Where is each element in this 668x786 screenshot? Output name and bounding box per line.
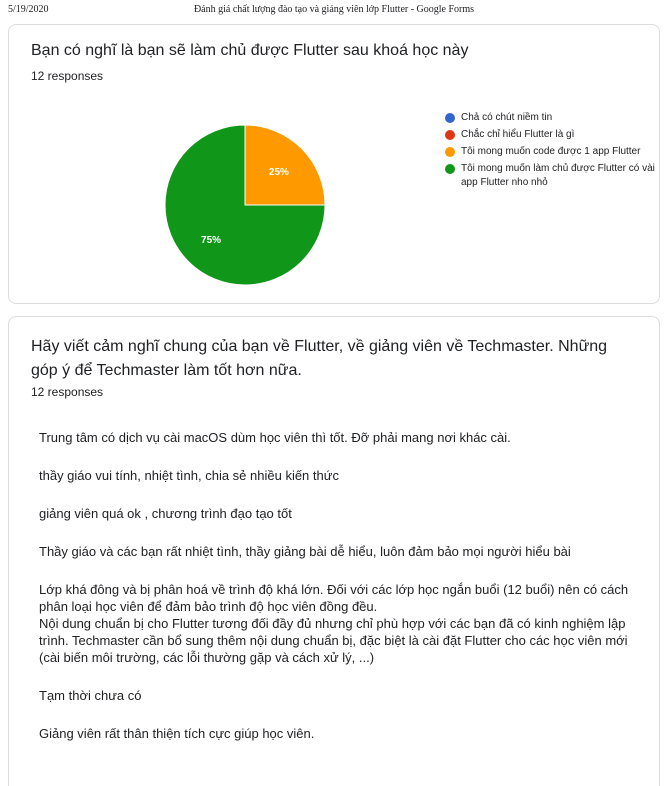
legend-item[interactable] [445, 111, 661, 125]
pie-slice-label: 75% [201, 234, 222, 246]
answer-text: thầy giáo vui tính, nhiệt tình, chia sẻ nhiều kiến thức [39, 468, 339, 483]
answer-text: Tạm thời chưa có [39, 688, 142, 703]
answer-item [39, 505, 639, 522]
answer-text: Nội dung chuẩn bị cho Flutter tương đối đầy đủ nhưng chỉ phù hợp với các bạn đã có kinh nghiệm lập trình. Techmaster cần bổ sung thêm nội dung chuẩn bị, đặc biệt là cài đặt Flutter cho các học viên mới (cài biến môi trường, các lỗi thường gặp và cách xử lý, ...) [39, 616, 628, 665]
question-card-feedback [8, 316, 660, 786]
question-title: Hãy viết cảm nghĩ chung của bạn về Flutter, về giảng viên về Techmaster. Những góp ý để Techmaster làm tốt hơn nữa. [31, 338, 608, 379]
legend-swatch-icon [445, 130, 455, 140]
legend-label: Tôi mong muốn làm chủ được Flutter có vài app Flutter nho nhỏ [461, 163, 655, 188]
response-count: 12 responses [31, 385, 104, 399]
answer-text: Trung tâm có dịch vụ cài macOS dùm học viên thì tốt. Đỡ phải mang nơi khác cài. [39, 430, 511, 445]
legend-item[interactable] [445, 128, 661, 142]
pie-slice[interactable] [245, 125, 325, 205]
print-title: Đánh giá chất lượng đào tạo và giảng viên lớp Flutter - Google Forms [193, 4, 475, 15]
question-title: Bạn có nghĩ là bạn sẽ làm chủ được Flutter sau khoá học này [31, 42, 469, 59]
print-date: 5/19/2020 [8, 4, 49, 15]
chart-legend [445, 111, 661, 193]
legend-swatch-icon [445, 113, 455, 123]
question-card-confidence [8, 24, 660, 304]
answer-text: Lớp khá đông và bị phân hoá về trình độ khá lớn. Đối với các lớp học ngắn buổi (12 buổi) nên có cách phân loại học viên để đảm bảo trình độ học viên đồng đều. [39, 582, 629, 614]
legend-swatch-icon [445, 147, 455, 157]
answer-item [39, 725, 639, 742]
answer-text: Giảng viên rất thân thiện tích cực giúp học viên. [39, 726, 315, 741]
answer-list [39, 429, 639, 763]
pie-slice-label: 25% [268, 167, 289, 179]
answer-text: Thầy giáo và các bạn rất nhiệt tình, thầy giảng bài dễ hiểu, luôn đảm bảo mọi người hiểu bài [39, 544, 571, 559]
response-count: 12 responses [31, 69, 104, 83]
legend-item[interactable] [445, 145, 661, 159]
answer-item [39, 543, 639, 560]
answer-item [39, 467, 639, 484]
pie-chart-svg [145, 115, 345, 295]
pie-chart [145, 115, 345, 295]
answer-item [39, 581, 639, 666]
answer-item [39, 429, 639, 446]
answer-item [39, 687, 639, 704]
legend-label: Chả có chút niềm tin [461, 112, 553, 123]
answer-text: giảng viên quá ok , chương trình đạo tạo tốt [39, 506, 292, 521]
legend-item[interactable] [445, 162, 661, 190]
legend-swatch-icon [445, 164, 455, 174]
print-header [0, 0, 668, 20]
legend-label: Chắc chỉ hiểu Flutter là gì [461, 129, 575, 140]
legend-label: Tôi mong muốn code được 1 app Flutter [461, 146, 641, 157]
